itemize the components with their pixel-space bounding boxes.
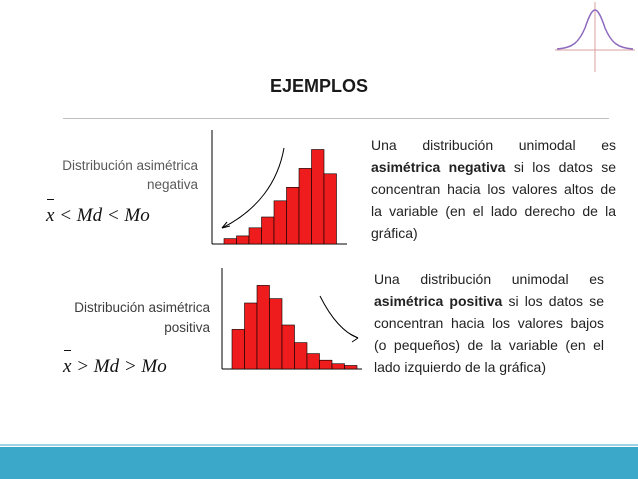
positive-bar-5 <box>282 325 295 369</box>
slide-title: EJEMPLOS <box>269 76 369 96</box>
title-divider <box>63 118 609 119</box>
positive-tail-arrow <box>320 296 358 338</box>
footer-divider <box>0 444 638 446</box>
positive-skew-label: Distribución asimétrica positiva <box>74 300 210 335</box>
positive-bar-1 <box>232 329 245 369</box>
footer-bar <box>0 447 638 479</box>
negative-bar-4 <box>262 217 275 244</box>
negative-bar-7 <box>299 168 312 244</box>
positive-bar-4 <box>270 299 283 369</box>
negative-bar-8 <box>312 150 325 245</box>
negative-bar-3 <box>249 228 262 244</box>
positive-skew-description: Una distribución unimodal es asimétrica positiva si los datos se concentran hacia los valores bajos (o pequeños) de la variable (en el lado izquierdo de la gráfica) <box>374 271 604 375</box>
negative-skew-histogram <box>212 130 347 245</box>
negative-bar-9 <box>324 174 337 244</box>
positive-skew-formula: x > Md > Mo <box>63 356 167 377</box>
negative-bar-1 <box>224 239 237 244</box>
positive-bar-6 <box>295 343 308 369</box>
negative-bar-2 <box>237 236 250 244</box>
negative-skew-description: Una distribución unimodal es asimétrica negativa si los datos se concentran hacia los valores altos de la variable (en el lado derecho de la gráfica) <box>371 137 616 241</box>
normal-curve-icon <box>555 2 635 72</box>
positive-bar-3 <box>257 285 270 369</box>
negative-skew-label: Distribución asimétrica negativa <box>62 158 198 192</box>
positive-bar-8 <box>320 360 333 369</box>
positive-bar-10 <box>345 365 358 369</box>
positive-bar-2 <box>245 303 258 369</box>
negative-bar-6 <box>287 187 300 244</box>
negative-skew-formula: x < Md < Mo <box>46 205 150 226</box>
positive-bar-7 <box>307 354 320 369</box>
positive-skew-histogram <box>222 268 362 378</box>
negative-bar-5 <box>274 201 287 244</box>
positive-bar-9 <box>332 364 345 369</box>
